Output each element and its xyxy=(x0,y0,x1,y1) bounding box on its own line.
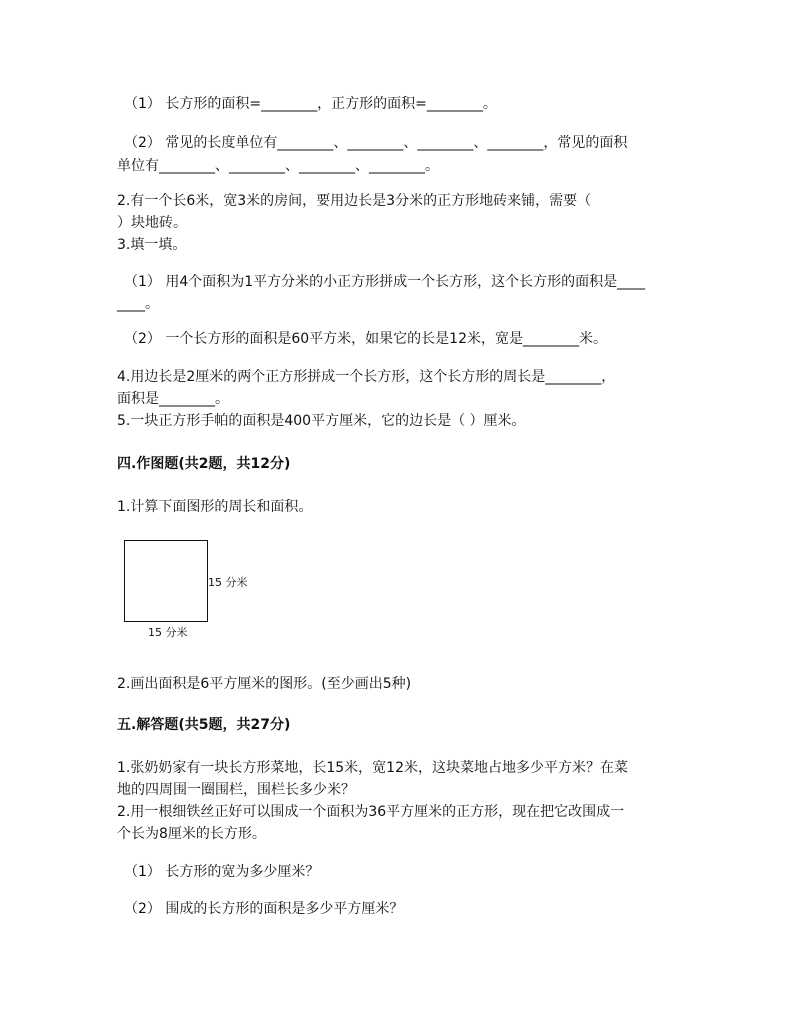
fill-units-line1: （2） 常见的长度单位有________、________、________、________，常见的面积 xyxy=(124,135,628,151)
question-3-title: 3.填一填。 xyxy=(117,237,187,253)
question-3-1-line2: ____。 xyxy=(117,296,159,312)
fill-units-line2: 单位有________、________、________、________。 xyxy=(117,158,439,174)
bottom-length-label: 15 分米 xyxy=(148,626,188,639)
square-figure xyxy=(124,540,208,622)
section-4-heading: 四.作图题(共2题，共12分) xyxy=(117,456,291,472)
question-4-line1: 4.用边长是2厘米的两个正方形拼成一个长方形，这个长方形的周长是________， xyxy=(117,369,616,385)
fill-rect-square-area: （1） 长方形的面积=________，正方形的面积=________。 xyxy=(124,96,497,112)
section-5-q1-line2: 地的四周围一圈围栏，围栏长多少米？ xyxy=(117,782,355,798)
section-5-q2-line1: 2.用一根细铁丝正好可以围成一个面积为36平方厘米的正方形，现在把它改围成一 xyxy=(117,804,625,820)
section-5-q2-line2: 个长为8厘米的长方形。 xyxy=(117,826,266,842)
question-4-line2: 面积是________。 xyxy=(117,391,229,407)
section-5-heading: 五.解答题(共5题，共27分) xyxy=(117,717,291,733)
question-3-2: （2） 一个长方形的面积是60平方米，如果它的长是12米，宽是________米。 xyxy=(124,331,607,347)
section-5-q2-part1: （1） 长方形的宽为多少厘米？ xyxy=(124,864,320,880)
section-5-q2-part2: （2） 围成的长方形的面积是多少平方厘米？ xyxy=(124,901,404,917)
question-5: 5.一块正方形手帕的面积是400平方厘米，它的边长是（ ）厘米。 xyxy=(117,413,526,429)
section-5-q1-line1: 1.张奶奶家有一块长方形菜地，长15米，宽12米，这块菜地占地多少平方米？在菜 xyxy=(117,760,628,776)
section-4-q2: 2.画出面积是6平方厘米的图形。(至少画出5种) xyxy=(117,676,412,692)
question-2-line1: 2.有一个长6米，宽3米的房间，要用边长是3分米的正方形地砖来铺，需要（ xyxy=(117,193,592,209)
question-3-1-line1: （1） 用4个面积为1平方分米的小正方形拼成一个长方形，这个长方形的面积是____ xyxy=(124,274,646,290)
section-4-q1: 1.计算下面图形的周长和面积。 xyxy=(117,499,313,515)
question-2-line2: ）块地砖。 xyxy=(117,215,187,231)
side-length-label: 15 分米 xyxy=(208,576,248,589)
